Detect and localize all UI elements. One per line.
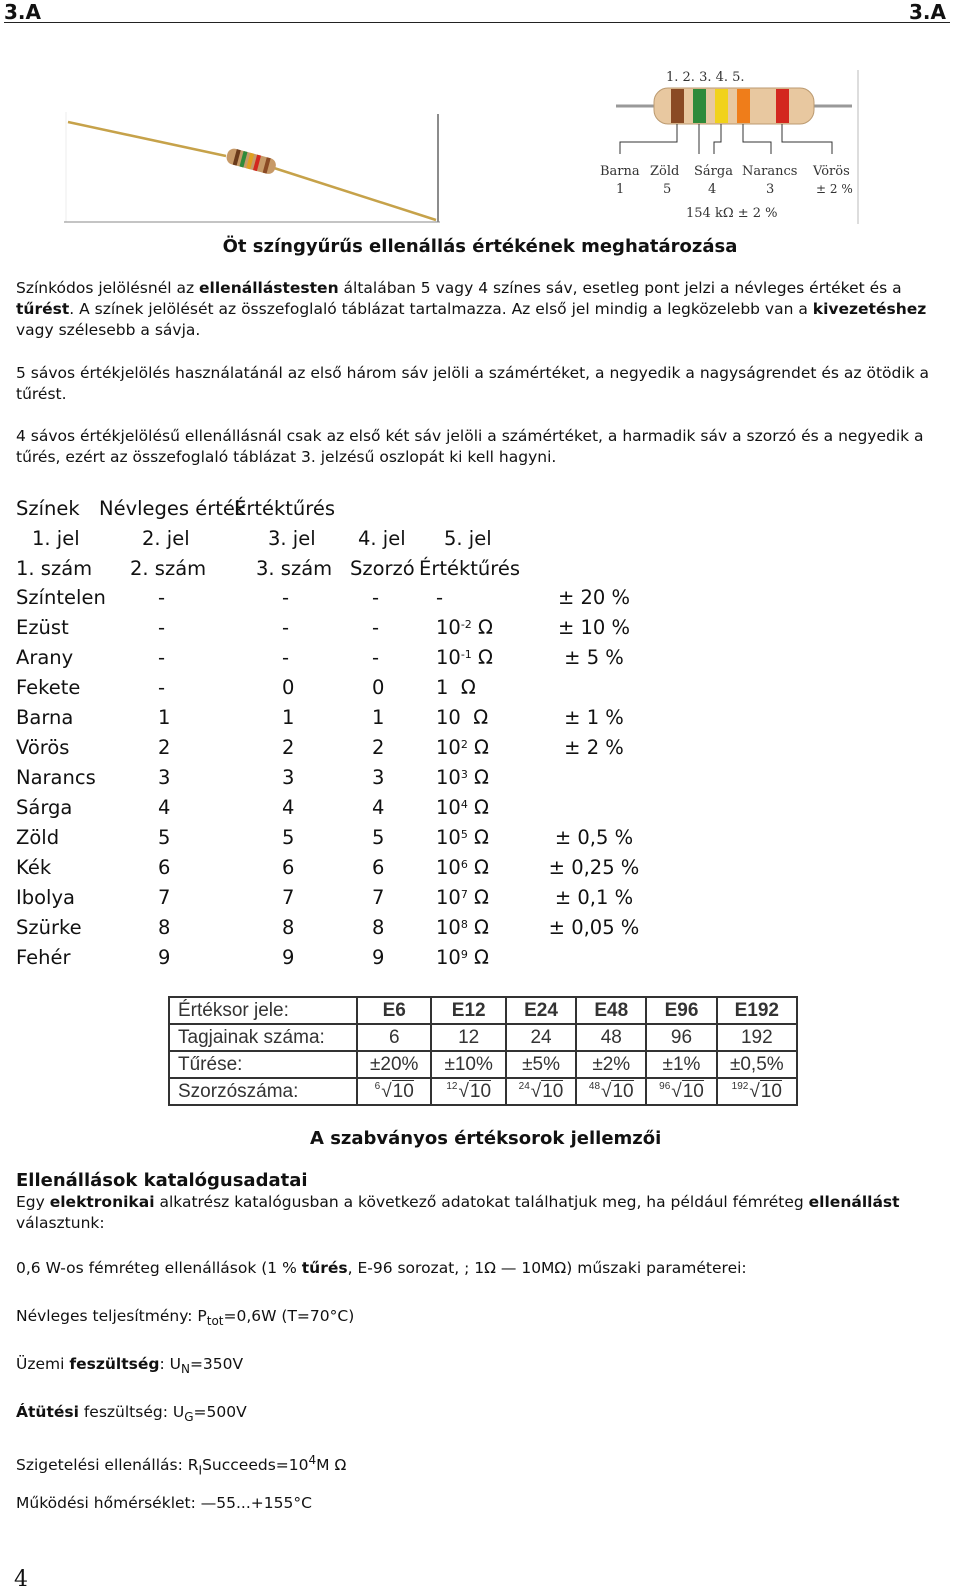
- ct-multiplier: $10^6$ Ω: [436, 856, 489, 879]
- ct-digit-1: 2: [158, 736, 171, 759]
- e-cell: E12: [431, 997, 505, 1024]
- ct-multiplier: 10 Ω: [436, 706, 489, 729]
- ct-color-name: Színtelen: [16, 586, 106, 609]
- e-root-cell: $^{48}$√10: [576, 1078, 646, 1105]
- ct-digit-3: 4: [372, 796, 385, 819]
- ct-tolerance: ± 20 %: [557, 586, 631, 609]
- ct-digit-2: -: [282, 586, 290, 609]
- ct-digit-1: 7: [158, 886, 171, 909]
- catalog-intro: Egy elektronikai alkatrész katalógusban a következő adatokat találhatjuk meg, ha például fémréteg ellenállást választunk:: [16, 1193, 900, 1232]
- e-cell: ±20%: [357, 1051, 431, 1078]
- ct-head-tolerance-col: Értéktűrés: [419, 557, 521, 580]
- band-digit-3: 4: [708, 182, 717, 197]
- catalog-line-power: Névleges teljesítmény: $P_{tot}=0,6W$ (T=70°C): [16, 1307, 355, 1329]
- ct-digit-2: 5: [282, 826, 295, 849]
- band-name-3: Sárga: [694, 164, 733, 179]
- ct-multiplier: $10^7$ Ω: [436, 886, 489, 909]
- ct-digit-1: -: [158, 646, 166, 669]
- ct-digit-2: 4: [282, 796, 295, 819]
- ct-digit-2: -: [282, 646, 290, 669]
- e-cell: E6: [357, 997, 431, 1024]
- e-cell: E24: [506, 997, 576, 1024]
- e-table-caption: A szabványos értéksorok jellemzői: [310, 1128, 662, 1149]
- ct-multiplier: 1 Ω: [436, 676, 476, 699]
- ct-color-name: Ezüst: [16, 616, 69, 639]
- e-cell: 96: [646, 1024, 716, 1051]
- ct-color-name: Barna: [16, 706, 74, 729]
- paragraph-4-band: 4 sávos értékjelölésű ellenállásnál csak az első két sáv jelöli a számértéket, a harmadik sáv a szorzó és a negyedik a tűrés, ezért az összefoglaló táblázat 3. jelzésű oszlopát ki kell hagyni.: [16, 427, 924, 466]
- ct-color-name: Narancs: [16, 766, 96, 789]
- ct-color-name: Sárga: [16, 796, 73, 819]
- ct-digit-2: 0: [282, 676, 295, 699]
- e-cell: ±0,5%: [717, 1051, 797, 1078]
- ct-head-mark-2: 2. jel: [142, 527, 190, 550]
- e-cell: ±2%: [576, 1051, 646, 1078]
- paragraph-intro: Színkódos jelölésnél az ellenállástesten általában 5 vagy 4 színes sáv, esetleg pont jelzi a névleges értéket és a tűrést. A színek jelölését az összefoglaló táblázat tartalmazza. Az első jel mindig a legközelebb van a kivezetéshez vagy szélesebb a sávja.: [16, 279, 927, 339]
- ct-digit-1: 9: [158, 946, 171, 969]
- band-name-2: Zöld: [650, 164, 680, 179]
- ct-digit-2: -: [282, 616, 290, 639]
- e-cell: ±1%: [646, 1051, 716, 1078]
- ct-digit-3: -: [372, 586, 380, 609]
- ct-digit-3: 8: [372, 916, 385, 939]
- header-right: 3.A: [909, 0, 946, 24]
- catalog-line-params: 0,6 W-os fémréteg ellenállások (1 % tűrés, E-96 sorozat, ; 1Ω — 10MΩ) műszaki paraméterei:: [16, 1259, 747, 1277]
- ct-digit-1: 6: [158, 856, 171, 879]
- ct-color-name: Fehér: [16, 946, 71, 969]
- table-row: [169, 1078, 797, 1105]
- ct-head-mark-1: 1. jel: [32, 527, 80, 550]
- ct-tolerance: ± 0,5 %: [554, 826, 634, 849]
- ct-digit-3: 5: [372, 826, 385, 849]
- ct-digit-3: 9: [372, 946, 385, 969]
- ct-digit-1: 4: [158, 796, 171, 819]
- ct-digit-2: 3: [282, 766, 295, 789]
- header-rule: [4, 22, 950, 23]
- band-name-1: Barna: [600, 164, 640, 179]
- ct-head-num-2: 2. szám: [130, 557, 207, 580]
- page-number: 4: [14, 1567, 28, 1592]
- ct-head-num-1: 1. szám: [16, 557, 93, 580]
- ct-digit-2: 8: [282, 916, 295, 939]
- ct-multiplier: $10^5$ Ω: [436, 826, 489, 849]
- ct-multiplier: $10^8$ Ω: [436, 916, 489, 939]
- header-left: 3.A: [4, 0, 41, 24]
- ct-digit-1: 3: [158, 766, 171, 789]
- table-row: [169, 1051, 797, 1078]
- ct-digit-2: 9: [282, 946, 295, 969]
- ct-tolerance: ± 1 %: [564, 706, 624, 729]
- ct-digit-2: 7: [282, 886, 295, 909]
- band-numbers: 1. 2. 3. 4. 5.: [666, 70, 745, 85]
- diagram-result: 154 kΩ ± 2 %: [686, 206, 778, 221]
- paragraph-5-band: 5 sávos értékjelölés használatánál az első három sáv jelöli a számértéket, a negyedik a nagyságrendet és az ötödik a tűrést.: [16, 364, 930, 403]
- ct-multiplier: $10^2$ Ω: [436, 736, 489, 759]
- ct-digit-2: 1: [282, 706, 295, 729]
- e-cell: E192: [717, 997, 797, 1024]
- ct-tolerance: ± 10 %: [557, 616, 631, 639]
- table-row: [169, 1024, 797, 1051]
- ct-multiplier: $10^9$ Ω: [436, 946, 489, 969]
- ct-digit-1: -: [158, 676, 166, 699]
- ct-color-name: Zöld: [16, 826, 60, 849]
- ct-head-mark-5: 5. jel: [444, 527, 492, 550]
- band-name-4: Narancs: [742, 164, 798, 179]
- ct-head-num-3: 3. szám: [256, 557, 333, 580]
- e-series-table: [168, 996, 798, 1106]
- ct-color-name: Kék: [16, 856, 52, 879]
- e-cell: 24: [506, 1024, 576, 1051]
- ct-digit-3: 1: [372, 706, 385, 729]
- ct-digit-3: -: [372, 646, 380, 669]
- ct-tolerance: ± 0,25 %: [548, 856, 640, 879]
- resistor-photo: [64, 112, 444, 228]
- ct-head-mark-4: 4. jel: [358, 527, 406, 550]
- ct-color-name: Fekete: [16, 676, 81, 699]
- e-cell: E96: [646, 997, 716, 1024]
- e-cell: 192: [717, 1024, 797, 1051]
- e-cell: 6: [357, 1024, 431, 1051]
- e-root-cell: $^{192}$√10: [717, 1078, 797, 1105]
- band-digit-4: 3: [766, 182, 775, 197]
- band-digit-1: 1: [616, 182, 625, 197]
- catalog-line-insulation: Szigetelési ellenállás: $R_ISucceeds=10^4M$ Ω: [16, 1453, 347, 1478]
- ct-digit-3: -: [372, 616, 380, 639]
- ct-digit-1: -: [158, 616, 166, 639]
- e-cell: 48: [576, 1024, 646, 1051]
- ct-tolerance: ± 0,05 %: [548, 916, 640, 939]
- e-cell: E48: [576, 997, 646, 1024]
- color-code-diagram: [596, 62, 866, 228]
- e-row-label: Szorzószáma:: [169, 1078, 357, 1105]
- ct-digit-3: 0: [372, 676, 385, 699]
- ct-digit-3: 2: [372, 736, 385, 759]
- catalog-line-voltage: Üzemi feszültség: $U_N=350V$: [16, 1355, 244, 1377]
- band-digit-2: 5: [663, 182, 672, 197]
- ct-digit-2: 6: [282, 856, 295, 879]
- e-row-label: Tagjainak száma:: [169, 1024, 357, 1051]
- ct-color-name: Ibolya: [16, 886, 75, 909]
- ct-digit-3: 3: [372, 766, 385, 789]
- ct-digit-1: 1: [158, 706, 171, 729]
- ct-head-tolerance: Értéktűrés: [234, 497, 336, 520]
- e-root-cell: $^{96}$√10: [646, 1078, 716, 1105]
- e-row-label: Tűrése:: [169, 1051, 357, 1078]
- ct-tolerance: ± 2 %: [564, 736, 624, 759]
- band-digit-5: ± 2 %: [816, 182, 853, 196]
- e-cell: ±5%: [506, 1051, 576, 1078]
- ct-digit-3: 6: [372, 856, 385, 879]
- ct-color-name: Szürke: [16, 916, 82, 939]
- ct-multiplier: $10^{-1}$ Ω: [436, 646, 493, 669]
- ct-tolerance: ± 5 %: [564, 646, 624, 669]
- ct-tolerance: ± 0,1 %: [554, 886, 634, 909]
- ct-digit-2: 2: [282, 736, 295, 759]
- e-row-label: Értéksor jele:: [169, 997, 357, 1024]
- band-name-5: Vörös: [813, 164, 850, 179]
- ct-head-colors: Színek: [16, 497, 80, 520]
- ct-digit-1: 5: [158, 826, 171, 849]
- e-cell: 12: [431, 1024, 505, 1051]
- e-root-cell: $^6$√10: [357, 1078, 431, 1105]
- page-title: Öt színgyűrűs ellenállás értékének meghatározása: [222, 236, 738, 257]
- ct-digit-1: -: [158, 586, 166, 609]
- catalog-line-breakdown: Átütési feszültség: $U_G=500V$: [16, 1403, 247, 1425]
- catalog-line-temperature: Működési hőmérséklet: —55...+155°C: [16, 1494, 312, 1512]
- ct-multiplier: $10^3$ Ω: [436, 766, 489, 789]
- table-row: [169, 997, 797, 1024]
- ct-color-name: Vörös: [16, 736, 70, 759]
- ct-head-mark-3: 3. jel: [268, 527, 316, 550]
- e-root-cell: $^{12}$√10: [431, 1078, 505, 1105]
- ct-multiplier: $10^{-2}$ Ω: [436, 616, 493, 639]
- ct-head-nominal: Névleges érték: [99, 497, 247, 520]
- ct-digit-3: 7: [372, 886, 385, 909]
- e-cell: ±10%: [431, 1051, 505, 1078]
- catalog-heading: Ellenállások katalógusadatai: [16, 1170, 308, 1191]
- ct-multiplier: $10^4$ Ω: [436, 796, 489, 819]
- ct-head-multiplier: Szorzó: [350, 557, 415, 580]
- ct-multiplier: -: [436, 586, 444, 609]
- e-root-cell: $^{24}$√10: [506, 1078, 576, 1105]
- ct-digit-1: 8: [158, 916, 171, 939]
- ct-color-name: Arany: [16, 646, 74, 669]
